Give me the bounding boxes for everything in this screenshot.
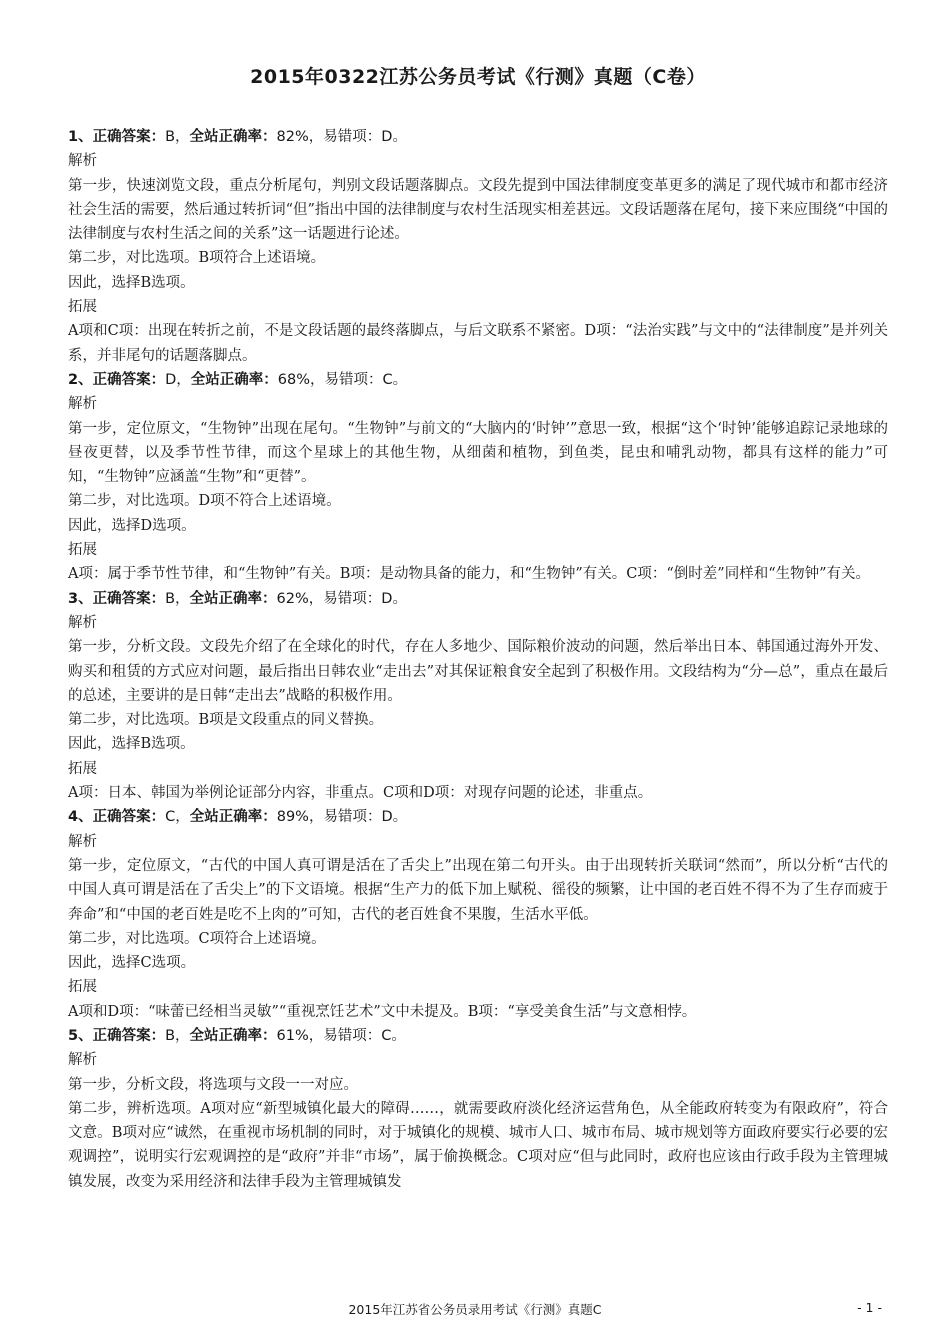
analysis-paragraph: 第二步，对比选项。B项符合上述语境。 bbox=[68, 250, 326, 267]
rate-label: 全站正确率： bbox=[189, 129, 277, 145]
analysis-paragraph: 第一步，定位原文，“古代的中国人真可谓是活在了舌尖上”出现在第二句开头。由于出现转折关联词“然而”，所以分析“古代的中国人真可谓是活在了舌尖上”的下文语境。根据“生产力的低下加上赋税、徭役的频繁，让中国的老百姓不得不为了生存而疲于奔命”和“中国的老百姓是吃不上肉的”可知，古代的老百姓食不果腹，生活水平低。 bbox=[68, 857, 888, 923]
question-block bbox=[68, 368, 888, 587]
analysis-label: 解析 bbox=[68, 1052, 97, 1069]
extension-paragraph: A项和D项：“味蕾已经相当灵敏”“重视烹饪艺术”文中未提及。B项：“享受美食生活”与文意相悖。 bbox=[68, 1003, 697, 1020]
answer-value: B， bbox=[165, 1027, 190, 1044]
answer-label: 正确答案： bbox=[92, 129, 166, 145]
question-block bbox=[68, 805, 888, 1024]
answer-value: D， bbox=[165, 371, 191, 388]
answer-value: B， bbox=[165, 590, 190, 607]
question-number: 1、 bbox=[68, 129, 93, 145]
answer-header bbox=[68, 368, 888, 392]
analysis-paragraph: 第二步，对比选项。B项是文段重点的同义替换。 bbox=[68, 712, 384, 729]
rate-value: 89%，易错项：D。 bbox=[276, 809, 408, 826]
answer-header bbox=[68, 1024, 888, 1048]
rate-label: 全站正确率： bbox=[190, 371, 278, 388]
answer-header bbox=[68, 587, 888, 611]
answer-label: 正确答案： bbox=[92, 590, 166, 607]
extension-label: 拓展 bbox=[68, 760, 97, 777]
analysis-paragraph: 因此，选择D选项。 bbox=[68, 517, 196, 534]
rate-value: 68%，易错项：C。 bbox=[277, 371, 408, 388]
extension-label: 拓展 bbox=[68, 299, 97, 316]
question-block bbox=[68, 1024, 888, 1194]
analysis-paragraph: 第一步，分析文段。文段先介绍了在全球化的时代，存在人多地少、国际粮价波动的问题，然后举出日本、韩国通过海外开发、购买和租赁的方式应对问题，最后指出日韩农业“走出去”对其保证粮食安全起到了积极作用。文段结构为“分—总”，重点在最后的总述，主要讲的是日韩“走出去”战略的积极作用。 bbox=[68, 639, 888, 704]
answer-label: 正确答案： bbox=[92, 809, 166, 826]
extension-paragraph: A项：属于季节性节律，和“生物钟”有关。B项：是动物具备的能力，和“生物钟”有关。C项：“倒时差”同样和“生物钟”有关。 bbox=[68, 566, 871, 583]
question-number: 2、 bbox=[68, 371, 93, 388]
analysis-paragraph: 第二步，对比选项。C项符合上述语境。 bbox=[68, 930, 326, 947]
question-block bbox=[68, 587, 888, 806]
rate-label: 全站正确率： bbox=[189, 1027, 277, 1044]
analysis-paragraph: 第二步，辨析选项。A项对应“新型城镇化最大的障碍……，就需要政府淡化经济运营角色，从全能政府转变为有限政府”，符合文意。B项对应“诚然，在重视市场机制的同时，对于城镇化的规模、城市人口、城市布局、城市规划等方面政府要实行必要的宏观调控”，说明实行宏观调控的是“政府”并非“市场”，属于偷换概念。C项对应“但与此同时，政府也应该由行政手段为主管理城镇发展，改变为采用经济和法律手段为主管理城镇发 bbox=[68, 1100, 888, 1190]
extension-paragraph: A项：日本、韩国为举例论证部分内容，非重点。C项和D项：对现存问题的论述，非重点。 bbox=[68, 785, 653, 802]
question-list bbox=[68, 125, 888, 1194]
analysis-label: 解析 bbox=[68, 153, 97, 170]
rate-value: 61%，易错项：C。 bbox=[276, 1027, 406, 1044]
answer-label: 正确答案： bbox=[92, 371, 166, 388]
question-number: 5、 bbox=[68, 1027, 93, 1044]
analysis-paragraph: 因此，选择B选项。 bbox=[68, 736, 195, 753]
rate-label: 全站正确率： bbox=[189, 809, 277, 826]
analysis-paragraph: 第一步，分析文段，将选项与文段一一对应。 bbox=[68, 1076, 358, 1093]
rate-label: 全站正确率： bbox=[189, 590, 277, 607]
footer-text: 2015年江苏省公务员录用考试《行测》真题C bbox=[348, 1302, 602, 1317]
extension-paragraph: A项和C项：出现在转折之前，不是文段话题的最终落脚点，与后文联系不紧密。D项：“法治实践”与文中的“法律制度”是并列关系，并非尾句的话题落脚点。 bbox=[68, 323, 888, 364]
question-number: 4、 bbox=[68, 809, 93, 826]
rate-value: 82%，易错项：D。 bbox=[276, 129, 407, 145]
analysis-paragraph: 第二步，对比选项。D项不符合上述语境。 bbox=[68, 493, 341, 510]
answer-header bbox=[68, 125, 888, 149]
page-number: - 1 - bbox=[857, 1300, 882, 1315]
answer-header bbox=[68, 805, 888, 829]
analysis-paragraph: 第一步，快速浏览文段，重点分析尾句，判别文段话题落脚点。文段先提到中国法律制度变革更多的满足了现代城市和都市经济社会生活的需要，然后通过转折词“但”指出中国的法律制度与农村生活现实相差甚远。文段话题落在尾句，接下来应围绕“中国的法律制度与农村生活之间的关系”这一话题进行论述。 bbox=[68, 177, 888, 243]
analysis-paragraph: 第一步，定位原文，“生物钟”出现在尾句。“生物钟”与前文的“大脑内的‘时钟’”意思一致，根据“这个‘时钟’能够追踪记录地球的昼夜更替，以及季节性节律，而这个星球上的其他生物，从细菌和植物，到鱼类，昆虫和哺乳动物，都具有这样的能力”可知，“生物钟”应涵盖“生物”和“更替”。 bbox=[68, 420, 888, 486]
analysis-label: 解析 bbox=[68, 396, 97, 413]
answer-value: B， bbox=[165, 129, 190, 145]
document-page bbox=[68, 62, 888, 1194]
extension-label: 拓展 bbox=[68, 542, 97, 559]
extension-label: 拓展 bbox=[68, 979, 97, 996]
page-title: 2015年0322江苏公务员考试《行测》真题（C卷） bbox=[250, 66, 706, 88]
question-block bbox=[68, 125, 888, 368]
question-number: 3、 bbox=[68, 590, 93, 607]
answer-value: C， bbox=[165, 809, 190, 826]
answer-label: 正确答案： bbox=[92, 1027, 166, 1044]
analysis-paragraph: 因此，选择B选项。 bbox=[68, 274, 195, 291]
analysis-label: 解析 bbox=[68, 833, 97, 850]
rate-value: 62%，易错项：D。 bbox=[276, 590, 407, 607]
analysis-paragraph: 因此，选择C选项。 bbox=[68, 955, 196, 972]
analysis-label: 解析 bbox=[68, 614, 97, 631]
